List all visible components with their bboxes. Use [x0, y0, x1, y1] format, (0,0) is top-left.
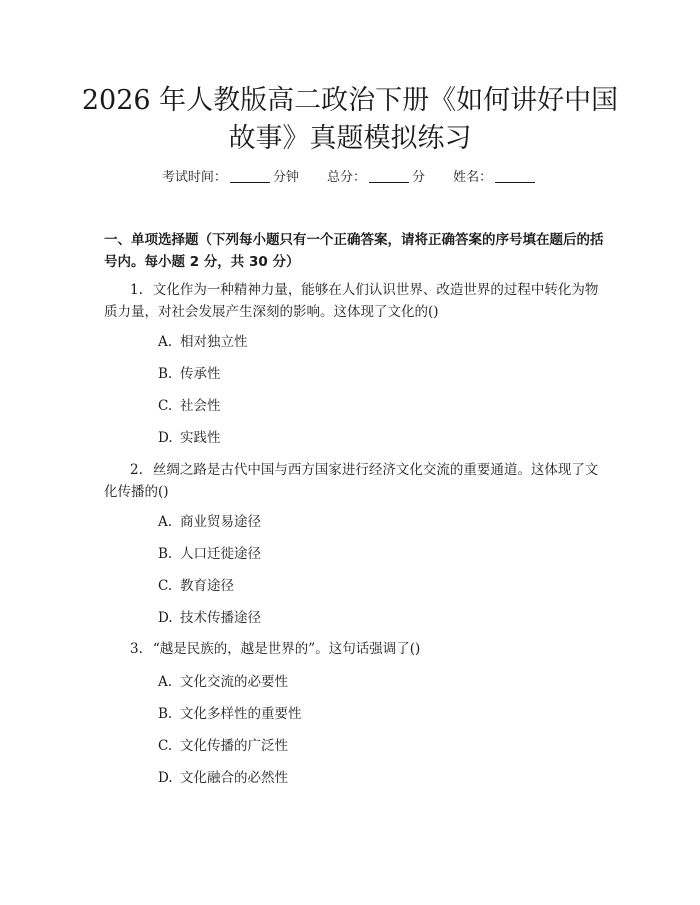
option-text: 教育途径	[180, 578, 234, 594]
exam-time-blank	[230, 182, 270, 183]
option-letter: A.	[158, 334, 173, 350]
total-score-blank	[369, 182, 409, 183]
exam-time-unit: 分钟	[272, 170, 299, 185]
total-score-label: 总分：	[326, 170, 366, 185]
student-name	[453, 169, 538, 187]
option-letter: C.	[158, 578, 173, 594]
option-text: 社会性	[180, 398, 221, 414]
exam-info	[0, 169, 700, 187]
title-line-2: 故事》真题模拟练习	[228, 123, 472, 154]
question-1	[104, 279, 604, 323]
option-letter: D.	[158, 610, 173, 626]
student-name-blank	[495, 182, 535, 183]
option-text: 相对独立性	[180, 334, 248, 350]
exam-time-label: 考试时间：	[161, 170, 227, 185]
question-text: 丝绸之路是古代中国与西方国家进行经济文化交流的重要通道。这体现了文化传播的()	[104, 462, 599, 500]
question-3	[104, 638, 604, 660]
option-letter: B.	[158, 706, 173, 722]
option-letter: D.	[158, 770, 173, 786]
question-text: “越是民族的，越是世界的”。这句话强调了()	[152, 641, 421, 657]
exam-time	[162, 169, 299, 187]
option-letter: C.	[158, 738, 173, 754]
option-text: 文化多样性的重要性	[180, 706, 302, 722]
option-text: 人口迁徙途径	[180, 546, 261, 562]
option-2b	[158, 544, 261, 564]
option-1a	[158, 332, 248, 352]
option-3d	[158, 768, 288, 788]
option-2d	[158, 608, 261, 628]
option-1c	[158, 396, 221, 416]
question-number: 1.	[130, 282, 143, 298]
option-text: 技术传播途径	[180, 610, 261, 626]
option-letter: C.	[158, 398, 173, 414]
total-score	[327, 169, 425, 187]
total-score-unit: 分	[412, 170, 426, 185]
option-letter: A.	[158, 674, 173, 690]
option-text: 文化传播的广泛性	[180, 738, 288, 754]
option-3a	[158, 672, 288, 692]
option-letter: B.	[158, 366, 173, 382]
question-2	[104, 459, 604, 503]
section-heading: 一、单项选择题（下列每小题只有一个正确答案，请将正确答案的序号填在题后的括号内。每小题 2 分，共 30 分）	[104, 232, 604, 270]
option-letter: B.	[158, 546, 173, 562]
option-letter: D.	[158, 430, 173, 446]
option-text: 实践性	[180, 430, 221, 446]
option-text: 商业贸易途径	[180, 514, 261, 530]
option-text: 文化融合的必然性	[180, 770, 288, 786]
question-number: 2.	[130, 462, 143, 478]
option-text: 文化交流的必要性	[180, 674, 288, 690]
option-2a	[158, 512, 261, 532]
question-number: 3.	[130, 641, 143, 657]
title-line-1: 2026 年人教版高二政治下册《如何讲好中国	[81, 85, 619, 116]
page-title	[60, 82, 640, 158]
option-1b	[158, 364, 221, 384]
option-1d	[158, 428, 221, 448]
option-letter: A.	[158, 514, 173, 530]
question-text: 文化作为一种精神力量，能够在人们认识世界、改造世界的过程中转化为物质力量，对社会发展产生深刻的影响。这体现了文化的()	[104, 282, 599, 320]
option-2c	[158, 576, 234, 596]
student-name-label: 姓名：	[453, 170, 493, 185]
option-3c	[158, 736, 288, 756]
option-text: 传承性	[180, 366, 221, 382]
option-3b	[158, 704, 302, 724]
